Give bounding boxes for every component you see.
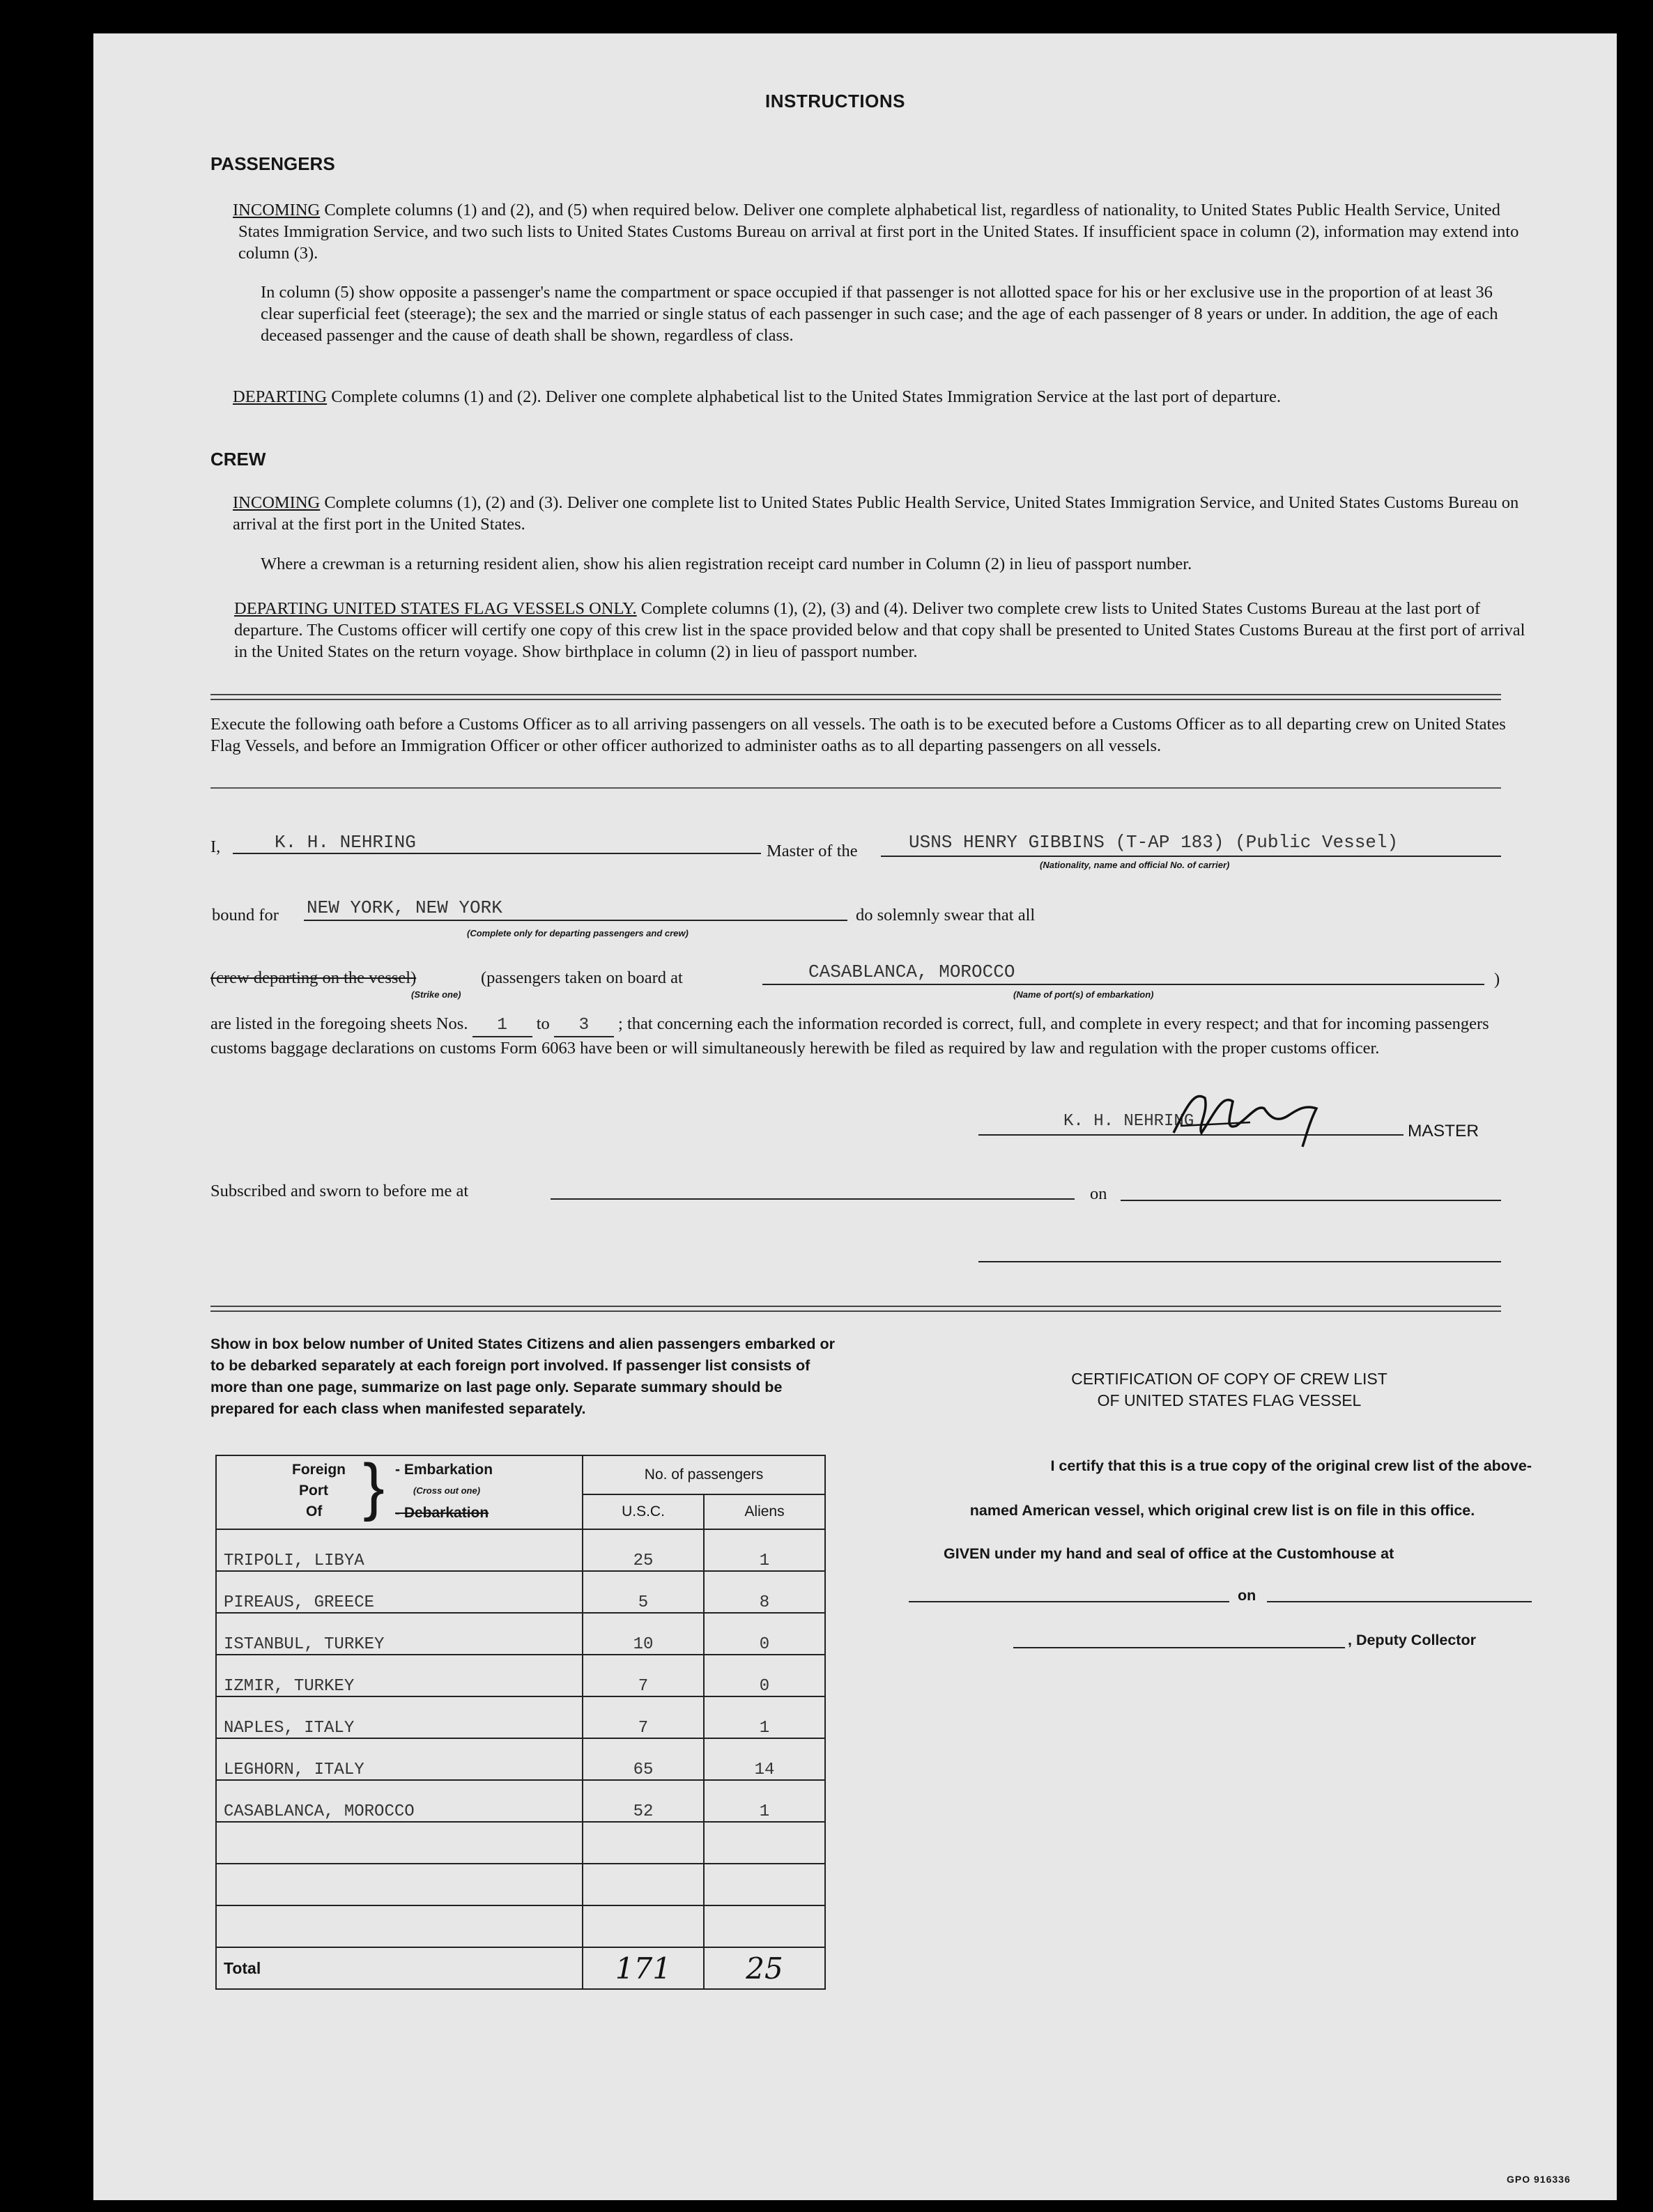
row-usc: 7 xyxy=(583,1696,704,1738)
crew-departing-text: Complete columns (1), (2), (3) and (4). Deliver two complete crew lists to United States Customs Bureau at the last port of departure. The Customs officer will certify one copy of this crew list in the space provided below and that copy shall be presented to United States Customs Bureau at the first port of arrival in the United States on the return voyage. Show birthplace in column (2) in lieu of passport number. xyxy=(234,599,1525,661)
row-port: ISTANBUL, TURKEY xyxy=(216,1613,583,1655)
bound-caption: (Complete only for departing passengers and crew) xyxy=(467,928,689,938)
crew-departing-label: DEPARTING UNITED STATES FLAG VESSELS ONLY. xyxy=(234,599,637,618)
table-row xyxy=(216,1655,825,1696)
table-row xyxy=(216,1905,825,1947)
sheet-from: 1 xyxy=(472,1014,532,1037)
row-usc: 25 xyxy=(583,1529,704,1571)
row-aliens xyxy=(704,1864,825,1905)
crew-incoming-text: Complete columns (1), (2) and (3). Deliver one complete list to United States Public Health Service, United States Immigration Service, and United States Customs Bureau on arrival at the first port in the United States. xyxy=(233,493,1519,534)
header-of: Of xyxy=(306,1503,323,1519)
cert-place-line xyxy=(909,1601,1229,1602)
row-port xyxy=(216,1864,583,1905)
passengers-departing-paragraph xyxy=(233,386,1529,408)
row-aliens: 1 xyxy=(704,1529,825,1571)
table-row xyxy=(216,1571,825,1613)
row-port xyxy=(216,1905,583,1947)
table-row xyxy=(216,1529,825,1571)
embark-port: CASABLANCA, MOROCCO xyxy=(808,961,1015,982)
sheets-text: ; that concerning each the information recorded is correct, full, and complete in every respect; and that for incoming passengers customs baggage declarations on customs Form 6063 have been or will simultaneously herewith be filed as required by law and regulation with the proper customs officer. xyxy=(210,1014,1489,1058)
embark-port-line xyxy=(762,984,1484,985)
certify-line2: named American vessel, which original crew list is on file in this office. xyxy=(969,1502,1475,1519)
summary-rows xyxy=(216,1529,825,1947)
row-usc xyxy=(583,1864,704,1905)
header-crossout: (Cross out one) xyxy=(413,1485,481,1496)
certify-line1: I certify that this is a true copy of the original crew list of the above- xyxy=(1050,1457,1532,1474)
deputy-label: , Deputy Collector xyxy=(1348,1632,1476,1648)
row-port xyxy=(216,1822,583,1864)
total-aliens: 25 xyxy=(704,1947,825,1989)
summary-instructions: Show in box below number of United States Citizens and alien passengers embarked or to be debarked separately at each foreign port involved. If passenger list consists of more than one page, summarize on last page only. Separate summary should be prepared for each class when manifested separately. xyxy=(210,1336,836,1417)
passengers-incoming-paragraph xyxy=(233,199,1528,264)
table-row xyxy=(216,1780,825,1822)
header-foreign: Foreign xyxy=(292,1462,346,1478)
aliens-header: Aliens xyxy=(704,1494,825,1529)
row-usc: 65 xyxy=(583,1738,704,1780)
vessel-caption: (Nationality, name and official No. of carrier) xyxy=(1040,860,1230,870)
close-paren: ) xyxy=(1494,970,1500,989)
row-port: CASABLANCA, MOROCCO xyxy=(216,1780,583,1822)
passenger-summary-table xyxy=(215,1451,826,1990)
swear-text: do solemnly swear that all xyxy=(856,906,1036,925)
passengers-incoming-text: Complete columns (1) and (2), and (5) when required below. Deliver one complete alphabetical list, regardless of nationality, to United States Public Health Service, United States Immigration Service, and two such lists to United States Customs Bureau on arrival at first port in the United States. If insufficient space in column (2), information may extend into column (3). xyxy=(238,201,1519,263)
oath-divider xyxy=(210,787,1501,789)
master-name-line xyxy=(233,853,761,854)
given-line: GIVEN under my hand and seal of office at the Customhouse at xyxy=(944,1545,1394,1562)
officer-signature-line xyxy=(978,1261,1501,1262)
subscribed-on-label: on xyxy=(1090,1184,1107,1203)
passengers-column5-paragraph: In column (5) show opposite a passenger's name the compartment or space occupied if that passenger is not allotted space for his or her exclusive use in the proportion of at least 36 clear superficial feet (steerage); the sex and the married or single status of each passenger in such case; and the age of each passenger of 8 years or under. In addition, the age of each deceased passenger and the cause of death shall be shown, regardless of class. xyxy=(261,283,1498,345)
oath-intro: Execute the following oath before a Customs Officer as to all arriving passengers on all vessels. The oath is to be executed before a Customs Officer as to all departing crew on United States Flag Vessels, and before an Immigration Officer or other officer authorized to administer oaths as to all departing passengers on all vessels. xyxy=(210,715,1506,755)
certification-title xyxy=(951,1368,1508,1411)
sheets-paragraph xyxy=(210,1013,1521,1059)
row-usc: 5 xyxy=(583,1571,704,1613)
row-usc: 7 xyxy=(583,1655,704,1696)
header-port: Port xyxy=(299,1483,328,1499)
to-label: to xyxy=(536,1014,550,1033)
row-port: NAPLES, ITALY xyxy=(216,1696,583,1738)
brace-icon: } xyxy=(363,1451,385,1522)
passengers-incoming-label: INCOMING xyxy=(233,201,321,219)
passengers-taken-text: (passengers taken on board at xyxy=(481,968,683,987)
crew-heading: CREW xyxy=(210,449,266,470)
vessel-name: USNS HENRY GIBBINS (T-AP 183) (Public Vessel) xyxy=(909,832,1399,853)
crew-alien-paragraph: Where a crewman is a returning resident alien, show his alien registration receipt card number in Column (2) in lieu of passport number. xyxy=(261,555,1192,573)
row-aliens: 8 xyxy=(704,1571,825,1613)
row-port: LEGHORN, ITALY xyxy=(216,1738,583,1780)
master-signature-typed: K. H. NEHRING xyxy=(1063,1112,1194,1131)
row-usc xyxy=(583,1822,704,1864)
oath-i-label: I, xyxy=(210,837,221,856)
section-divider xyxy=(210,694,1501,700)
row-usc: 10 xyxy=(583,1613,704,1655)
passengers-departing-label: DEPARTING xyxy=(233,387,328,406)
port-header-cell xyxy=(216,1451,583,1529)
table-row xyxy=(216,1864,825,1905)
bottom-divider xyxy=(210,1306,1501,1312)
vessel-line xyxy=(881,856,1501,857)
cert-on-label: on xyxy=(1238,1587,1256,1604)
crew-departing-paragraph xyxy=(234,598,1530,663)
strike-caption: (Strike one) xyxy=(411,989,461,1000)
row-port: PIREAUS, GREECE xyxy=(216,1571,583,1613)
subscribed-label: Subscribed and sworn to before me at xyxy=(210,1182,469,1200)
certification-title-line1: CERTIFICATION OF COPY OF CREW LIST xyxy=(1071,1370,1387,1388)
sheet-to: 3 xyxy=(554,1014,614,1037)
table-row xyxy=(216,1696,825,1738)
crew-incoming-paragraph xyxy=(233,492,1529,535)
header-debark: - Debarkation xyxy=(395,1505,489,1521)
page-title: INSTRUCTIONS xyxy=(765,91,905,111)
master-of-label: Master of the xyxy=(767,842,858,860)
row-aliens xyxy=(704,1905,825,1947)
table-row xyxy=(216,1738,825,1780)
row-aliens: 14 xyxy=(704,1738,825,1780)
destination: NEW YORK, NEW YORK xyxy=(307,897,502,918)
total-label: Total xyxy=(216,1947,583,1989)
deputy-signature-line xyxy=(1013,1647,1345,1648)
bound-label: bound for xyxy=(212,906,279,925)
cert-date-line xyxy=(1267,1601,1532,1602)
total-row xyxy=(216,1947,825,1989)
port-caption: (Name of port(s) of embarkation) xyxy=(1013,989,1154,1000)
table-header-row xyxy=(216,1455,825,1494)
subscribed-date-line xyxy=(1121,1200,1501,1201)
row-usc xyxy=(583,1905,704,1947)
row-aliens: 0 xyxy=(704,1613,825,1655)
usc-header: U.S.C. xyxy=(583,1494,704,1529)
row-port: TRIPOLI, LIBYA xyxy=(216,1529,583,1571)
row-usc: 52 xyxy=(583,1780,704,1822)
master-label: MASTER xyxy=(1408,1122,1479,1140)
sheets-label: are listed in the foregoing sheets Nos. xyxy=(210,1014,468,1033)
row-port: IZMIR, TURKEY xyxy=(216,1655,583,1696)
passengers-heading: PASSENGERS xyxy=(210,153,335,174)
table-row xyxy=(216,1822,825,1864)
master-name: K. H. NEHRING xyxy=(275,832,416,853)
header-embark: - Embarkation xyxy=(395,1462,493,1478)
certification-title-line2: OF UNITED STATES FLAG VESSEL xyxy=(1097,1391,1362,1409)
total-usc: 171 xyxy=(583,1947,704,1989)
row-aliens xyxy=(704,1822,825,1864)
crew-incoming-label: INCOMING xyxy=(233,493,321,512)
master-signature-icon xyxy=(1167,1084,1334,1151)
destination-line xyxy=(304,920,847,921)
form-code: GPO 916336 xyxy=(1507,2174,1571,2185)
form-page xyxy=(93,33,1617,2200)
row-aliens: 1 xyxy=(704,1696,825,1738)
row-aliens: 0 xyxy=(704,1655,825,1696)
passengers-departing-text: Complete columns (1) and (2). Deliver one complete alphabetical list to the United States Immigration Service at the last port of departure. xyxy=(331,387,1281,406)
row-aliens: 1 xyxy=(704,1780,825,1822)
no-passengers-header: No. of passengers xyxy=(583,1455,825,1494)
crew-departing-struck: (crew departing on the vessel) xyxy=(210,968,417,987)
subscribed-place-line xyxy=(551,1198,1075,1200)
table-row xyxy=(216,1613,825,1655)
